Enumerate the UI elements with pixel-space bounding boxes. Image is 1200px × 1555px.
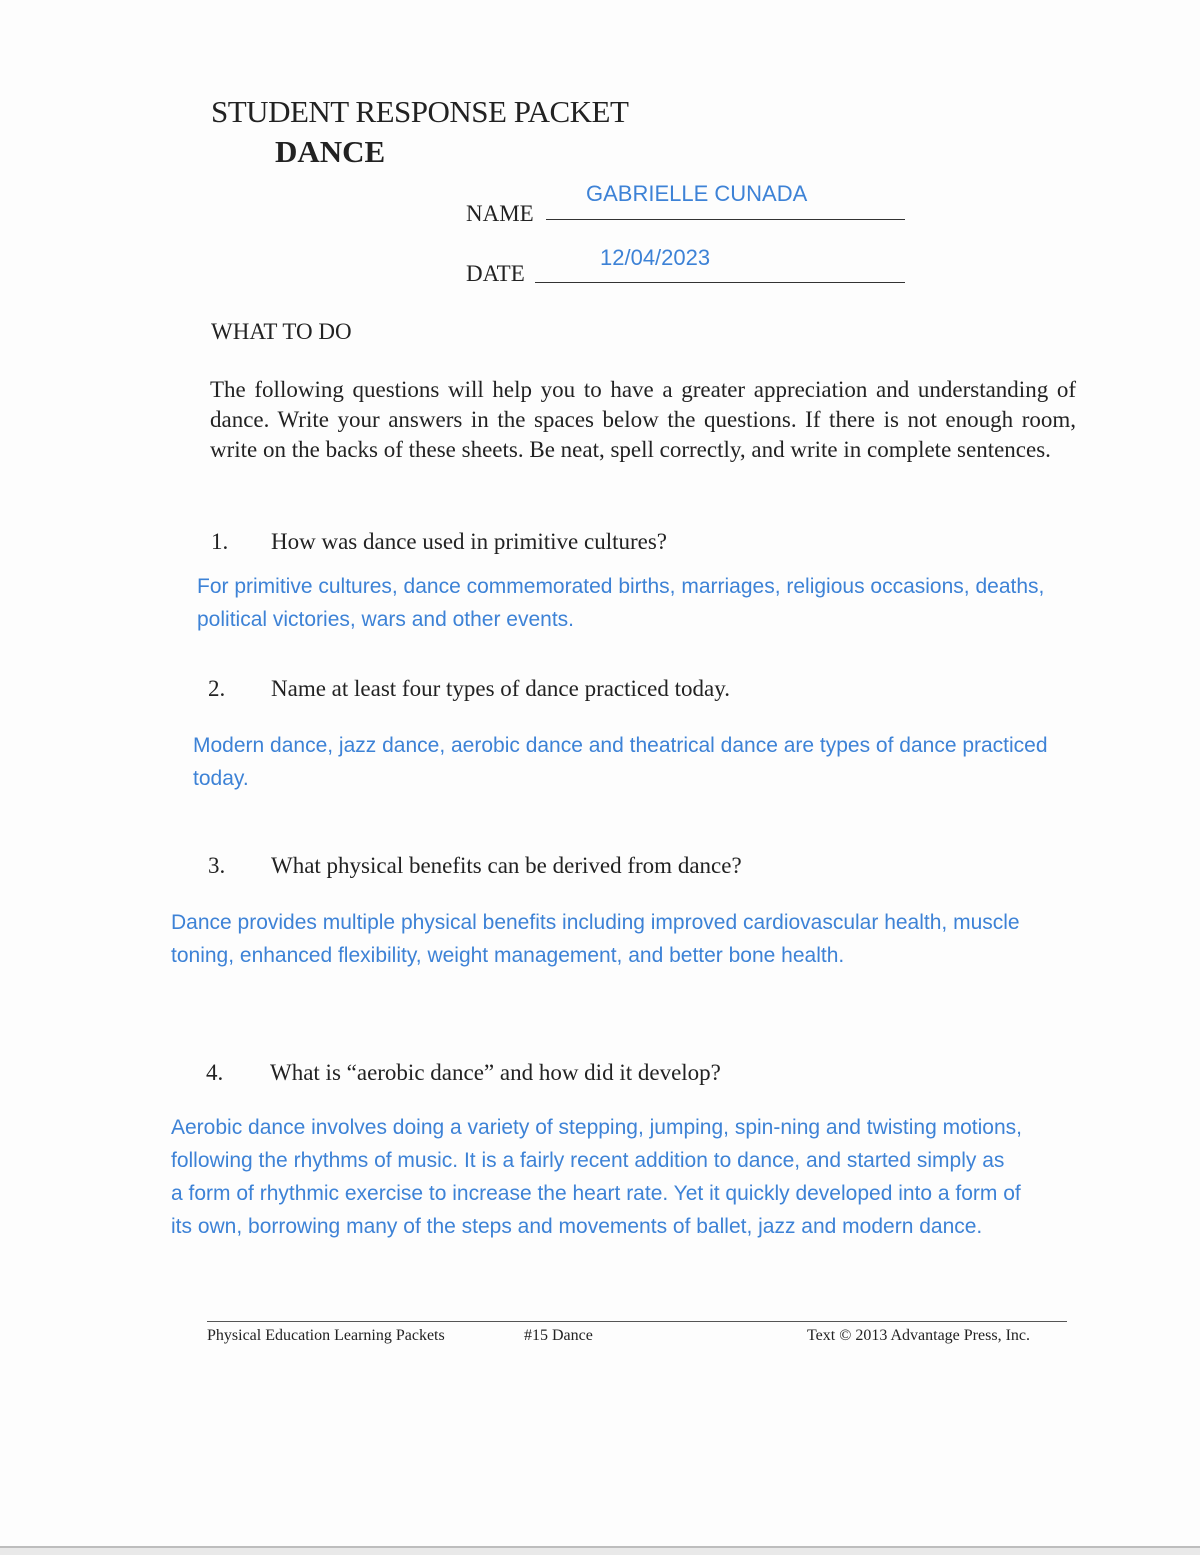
name-line bbox=[546, 219, 905, 220]
date-label: DATE bbox=[466, 261, 525, 286]
footer-series: Physical Education Learning Packets bbox=[207, 1327, 445, 1344]
instructions-heading: WHAT TO DO bbox=[211, 319, 352, 344]
footer-packet-number: #15 Dance bbox=[524, 1327, 593, 1344]
date-field[interactable]: 12/04/2023 bbox=[600, 245, 711, 270]
page-bottom-edge bbox=[0, 1546, 1200, 1555]
name-field[interactable]: GABRIELLE CUNADA bbox=[586, 181, 808, 206]
question-number: 2. bbox=[208, 676, 226, 701]
name-label: NAME bbox=[466, 201, 534, 226]
question-number: 4. bbox=[206, 1060, 224, 1085]
question-text: What physical benefits can be derived from dance? bbox=[271, 853, 742, 878]
packet-subject: DANCE bbox=[275, 134, 386, 169]
answer-text[interactable]: Aerobic dance involves doing a variety of stepping, jumping, spin-ning and twisting motions, following the rhythms of music. It is a fairly recent addition to dance, and started simply as a form of rhythmic exercise to increase the heart rate. Yet it quickly developed into a form of its own, borrowing many of the steps and movements of ballet, jazz and modern dance. bbox=[171, 1116, 1022, 1238]
question-text: Name at least four types of dance practiced today. bbox=[271, 676, 730, 701]
question-text: How was dance used in primitive cultures? bbox=[271, 529, 667, 554]
answer-text[interactable]: For primitive cultures, dance commemorated births, marriages, religious occasions, deaths, political victories, wars and other events. bbox=[197, 575, 1045, 631]
packet-title: STUDENT RESPONSE PACKET bbox=[211, 94, 629, 129]
question-number: 3. bbox=[208, 853, 226, 878]
question-text: What is “aerobic dance” and how did it develop? bbox=[270, 1060, 721, 1085]
footer-divider bbox=[207, 1321, 1067, 1322]
question-number: 1. bbox=[211, 529, 229, 554]
footer-copyright: Text © 2013 Advantage Press, Inc. bbox=[807, 1327, 1030, 1344]
answer-text[interactable]: Dance provides multiple physical benefits including improved cardiovascular health, muscle toning, enhanced flexibility, weight management, and better bone health. bbox=[171, 911, 1020, 967]
instructions-text: The following questions will help you to have a greater appreciation and understanding of dance. Write your answers in the spaces below the questions. If there is not enough room, write on the backs of these sheets. Be neat, spell correctly, and write in complete sentences. bbox=[210, 377, 1076, 462]
answer-text[interactable]: Modern dance, jazz dance, aerobic dance and theatrical dance are types of dance practiced today. bbox=[193, 734, 1048, 790]
date-line bbox=[535, 282, 905, 283]
